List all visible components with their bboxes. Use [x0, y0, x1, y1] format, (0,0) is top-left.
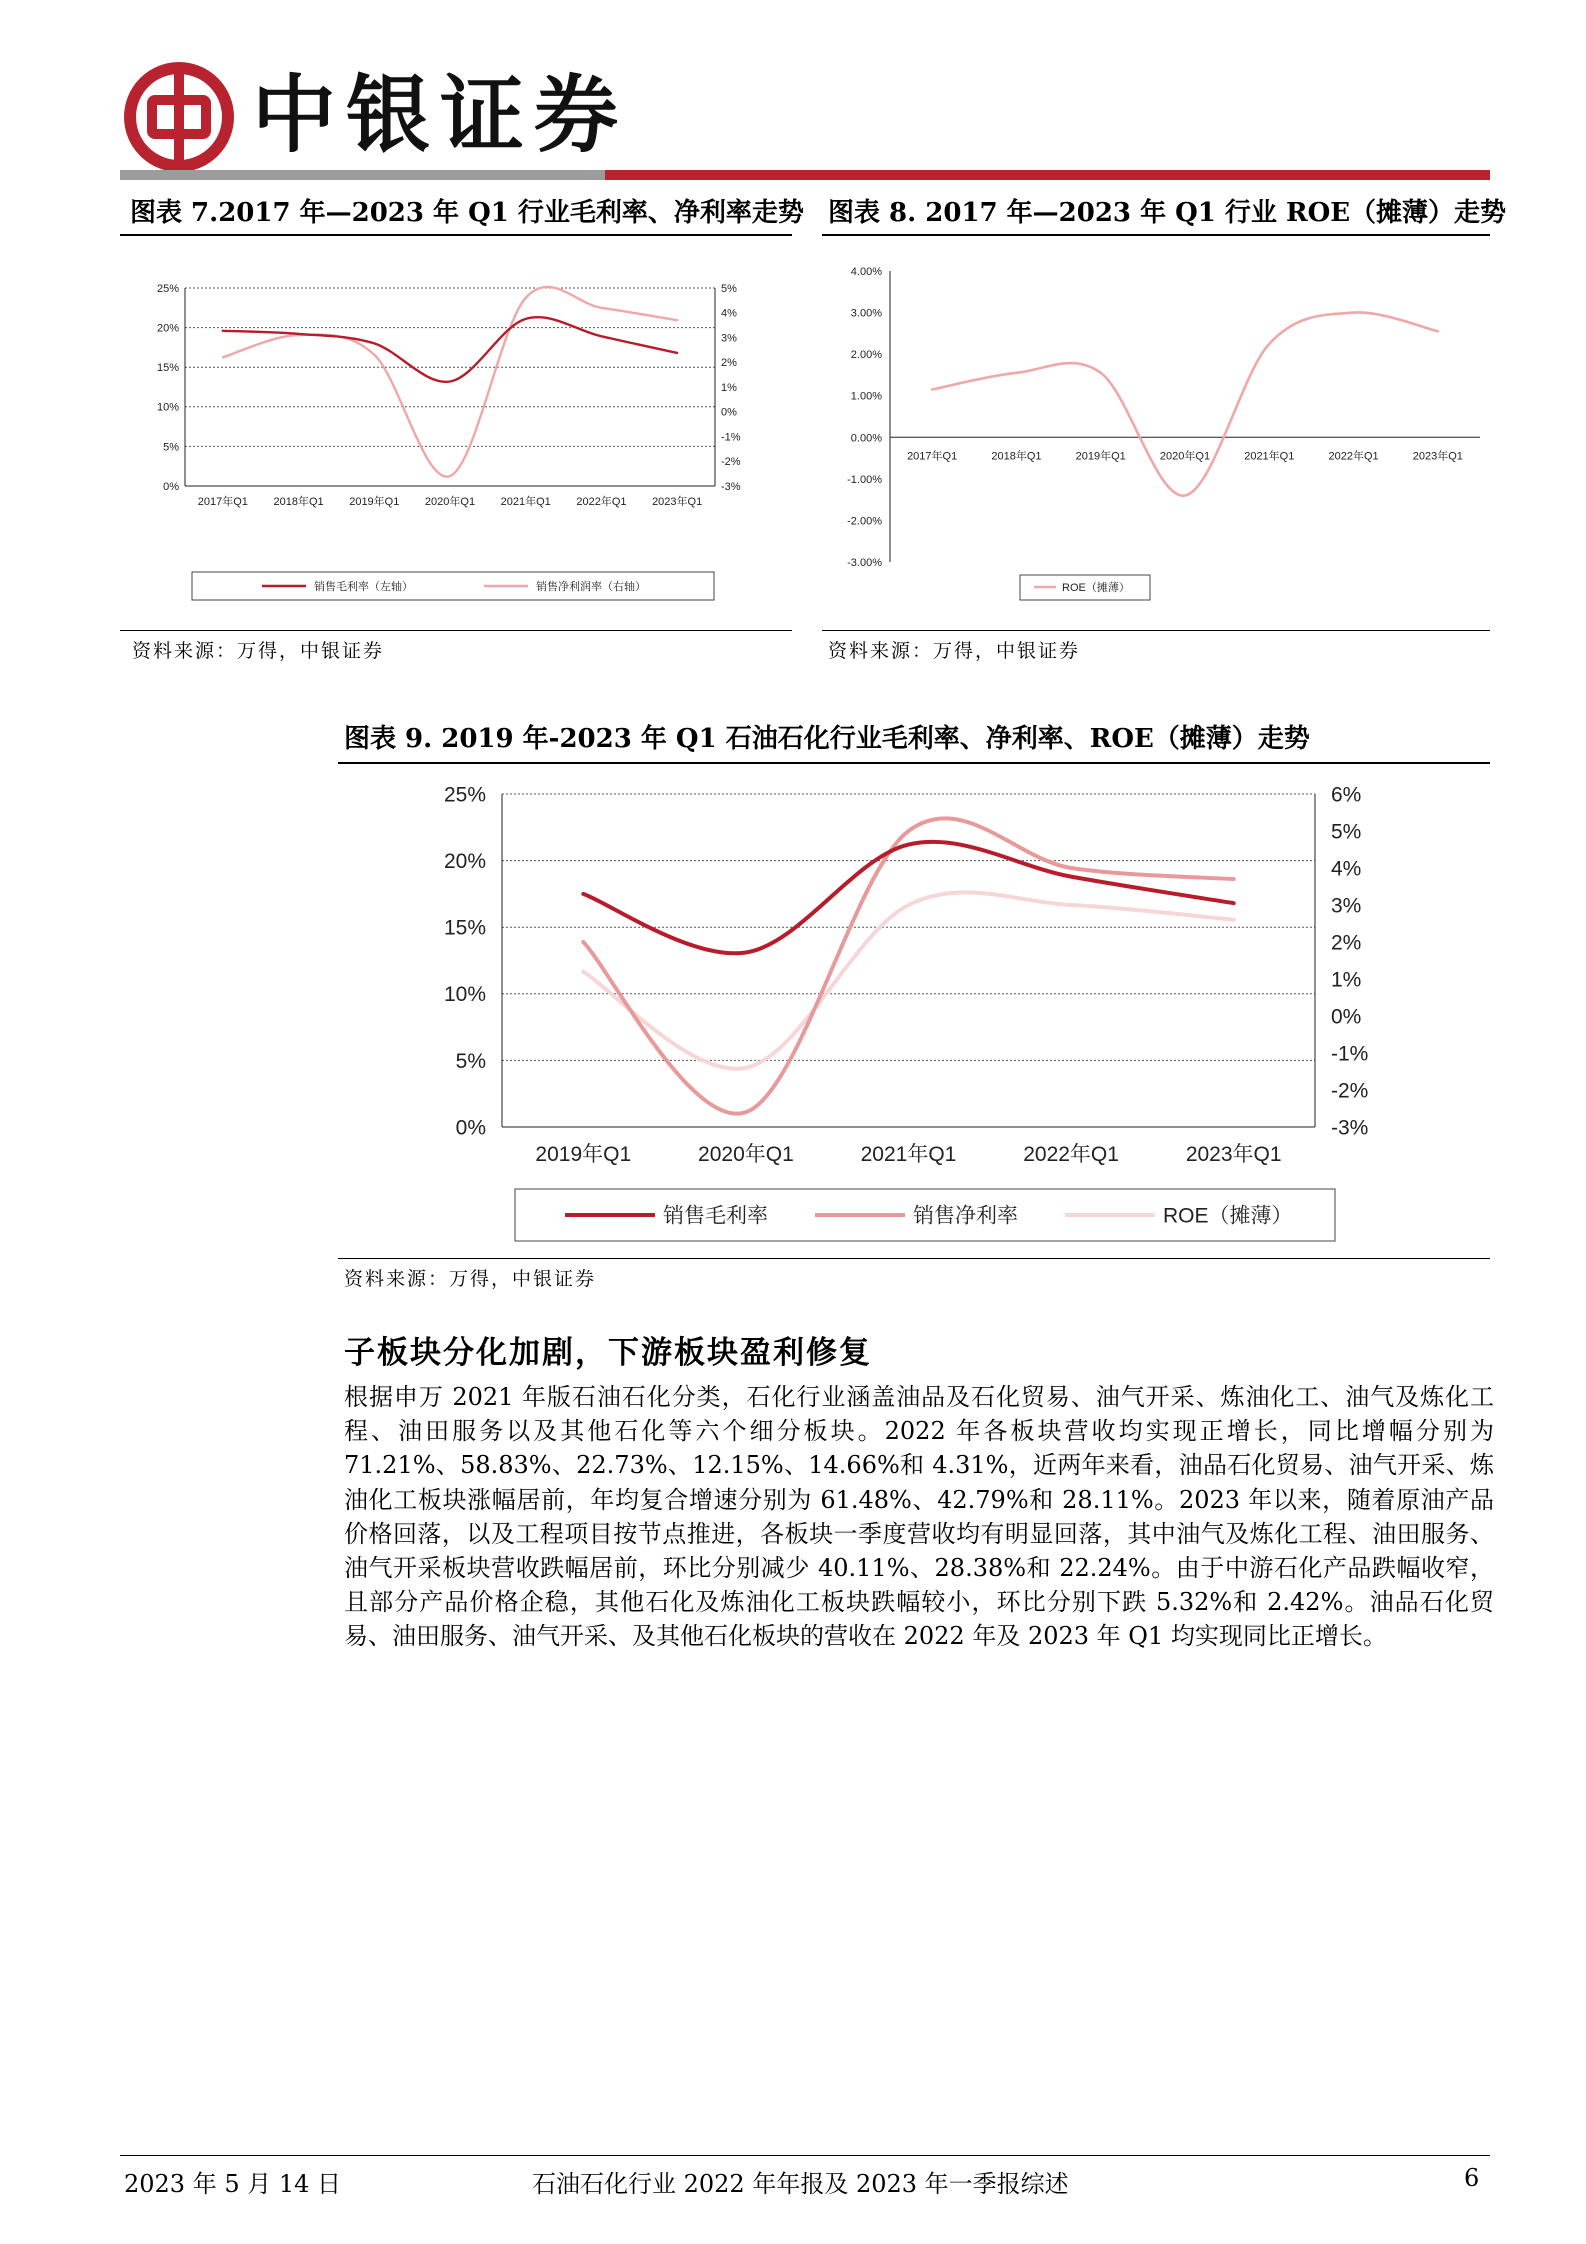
fig9-category-label: 2021年Q1 — [860, 1143, 957, 1166]
figure9-top-rule — [338, 762, 1490, 764]
header-divider-gray — [120, 170, 605, 180]
figure7-chart — [150, 270, 750, 610]
figure8-title: 图表 8. 2017 年—2023 年 Q1 行业 ROE（摊薄）走势 — [828, 198, 1507, 228]
fig7-series-line — [223, 317, 677, 382]
fig8-category-label: 2019年Q1 — [1075, 450, 1126, 463]
figure8-bottom-rule — [822, 630, 1490, 631]
fig9-series-line — [583, 892, 1233, 1068]
fig8-category-label: 2020年Q1 — [1159, 450, 1211, 463]
fig7-category-label: 2020年Q1 — [424, 496, 476, 508]
fig9-right-tick: 1% — [1331, 968, 1362, 992]
fig7-right-tick: 5% — [721, 282, 737, 295]
fig8-y-tick: -1.00% — [847, 473, 882, 486]
figure8-source: 资料来源：万得，中银证券 — [828, 640, 1081, 662]
fig8-y-tick: 3.00% — [850, 307, 882, 320]
figure7-top-rule — [120, 234, 792, 236]
fig9-legend-label: ROE（摊薄） — [1163, 1204, 1293, 1228]
fig7-left-tick: 10% — [156, 401, 179, 414]
fig7-left-tick: 25% — [156, 282, 179, 295]
fig8-category-label: 2017年Q1 — [907, 450, 958, 463]
fig8-category-label: 2022年Q1 — [1328, 450, 1379, 463]
fig8-y-tick: -3.00% — [847, 557, 882, 569]
figure9-source: 资料来源：万得，中银证券 — [344, 1268, 597, 1290]
fig9-right-tick: 2% — [1331, 931, 1362, 955]
fig7-right-tick: -3% — [721, 480, 741, 493]
fig9-right-tick: 5% — [1331, 820, 1362, 844]
figure7-bottom-rule — [120, 630, 792, 631]
fig8-y-tick: 1.00% — [850, 390, 882, 403]
section-heading: 子板块分化加剧，下游板块盈利修复 — [344, 1335, 872, 1371]
figure8-top-rule — [822, 234, 1490, 236]
fig7-legend-label: 销售毛利率（左轴） — [314, 580, 413, 593]
fig7-legend-label: 销售净利润率（右轴） — [536, 580, 646, 593]
fig8-y-tick: 0.00% — [850, 432, 882, 445]
footer-divider — [120, 2155, 1490, 2156]
fig8-y-tick: -2.00% — [847, 515, 882, 528]
fig9-series-line — [583, 818, 1233, 1113]
fig7-category-label: 2022年Q1 — [576, 496, 627, 508]
fig7-right-tick: 0% — [721, 406, 737, 419]
fig7-category-label: 2018年Q1 — [273, 496, 324, 508]
fig7-category-label: 2017年Q1 — [197, 496, 248, 508]
fig7-category-label: 2019年Q1 — [349, 496, 400, 508]
figure9-chart — [400, 772, 1420, 1242]
fig8-series-line — [932, 312, 1438, 495]
footer-report-title: 石油石化行业 2022 年年报及 2023 年一季报综述 — [532, 2170, 1069, 2198]
fig9-left-tick: 20% — [443, 849, 486, 873]
body-paragraph: 根据申万 2021 年版石油石化分类，石化行业涵盖油品及石化贸易、油气开采、炼油化工、油气及炼化工程、油田服务以及其他石化等六个细分板块。2022 年各板块营收均实现正增长，同比增幅分别为 71.21%、58.83%、22.73%、12.15%、14.66%和 4.31%，近两年来看，油品石化贸易、油气开采、炼油化工板块涨幅居前，年均复合增速分别为 61.48%、42.79%和 28.11%。2023 年以来，随着原油产品价格回落，以及工程项目按节点推进，各板块一季度营收均有明显回落，其中油气及炼化工程、油田服务、油气开采板块营收跌幅居前，环比分别减少 40.11%、28.38%和 22.24%。由于中游石化产品跌幅收窄，且部分产品价格企稳，其他石化及炼油化工板块跌幅较小，环比分别下跌 5.32%和 2.42%。油品石化贸易、油田服务、油气开采、及其他石化板块的营收在 2022 年及 2023 年 Q1 均实现同比正增长。 — [344, 1383, 1494, 1651]
fig9-series-line — [583, 842, 1233, 953]
fig9-left-tick: 0% — [455, 1116, 486, 1140]
figure9-bottom-rule — [338, 1258, 1490, 1259]
fig9-right-tick: -1% — [1331, 1042, 1369, 1066]
fig7-right-tick: 1% — [721, 381, 737, 394]
fig9-left-tick: 25% — [443, 783, 486, 807]
footer-date: 2023 年 5 月 14 日 — [124, 2170, 342, 2198]
brand-name: 中银证券 — [252, 66, 629, 164]
fig8-legend-label: ROE（摊薄） — [1062, 582, 1130, 594]
figure7-title: 图表 7.2017 年—2023 年 Q1 行业毛利率、净利率走势 — [130, 198, 804, 228]
fig7-left-tick: 0% — [163, 480, 179, 493]
fig7-left-tick: 5% — [163, 441, 179, 454]
footer-page-number: 6 — [1464, 2164, 1480, 2192]
fig9-category-label: 2019年Q1 — [535, 1143, 632, 1166]
fig9-left-tick: 15% — [443, 916, 486, 940]
fig7-category-label: 2021年Q1 — [500, 496, 551, 508]
fig9-right-tick: 4% — [1331, 857, 1362, 881]
fig9-right-tick: -3% — [1331, 1116, 1369, 1140]
section-body — [344, 1380, 1494, 1654]
fig7-right-tick: 4% — [721, 307, 737, 320]
fig8-category-label: 2021年Q1 — [1244, 450, 1295, 463]
fig9-left-tick: 10% — [443, 983, 486, 1007]
fig7-left-tick: 15% — [156, 362, 179, 375]
fig8-category-label: 2023年Q1 — [1412, 450, 1463, 463]
fig9-legend-label: 销售净利率 — [913, 1204, 1018, 1228]
fig7-right-tick: 3% — [721, 332, 737, 345]
header-divider-red — [605, 170, 1490, 180]
fig9-category-label: 2022年Q1 — [1023, 1143, 1119, 1166]
fig9-right-tick: 6% — [1331, 783, 1362, 807]
fig8-y-tick: 4.00% — [850, 266, 882, 278]
figure7-source: 资料来源：万得，中银证券 — [132, 640, 385, 662]
figure9-title: 图表 9. 2019 年-2023 年 Q1 石油石化行业毛利率、净利率、ROE（摊薄）走势 — [344, 724, 1310, 754]
bank-logo-icon — [124, 62, 234, 172]
fig9-right-tick: 0% — [1331, 1005, 1362, 1029]
fig7-right-tick: -1% — [721, 431, 741, 444]
fig8-y-tick: 2.00% — [850, 349, 882, 362]
fig7-right-tick: -2% — [721, 456, 741, 469]
fig9-category-label: 2020年Q1 — [698, 1143, 794, 1166]
figure8-chart — [830, 255, 1490, 610]
fig7-left-tick: 20% — [156, 322, 179, 335]
fig9-legend-label: 销售毛利率 — [663, 1204, 768, 1228]
fig7-category-label: 2023年Q1 — [652, 496, 703, 508]
fig9-category-label: 2023年Q1 — [1185, 1143, 1282, 1166]
fig9-left-tick: 5% — [455, 1049, 486, 1073]
fig7-right-tick: 2% — [721, 357, 737, 370]
fig9-right-tick: -2% — [1331, 1079, 1369, 1103]
fig8-category-label: 2018年Q1 — [991, 450, 1042, 463]
fig9-right-tick: 3% — [1331, 894, 1362, 918]
